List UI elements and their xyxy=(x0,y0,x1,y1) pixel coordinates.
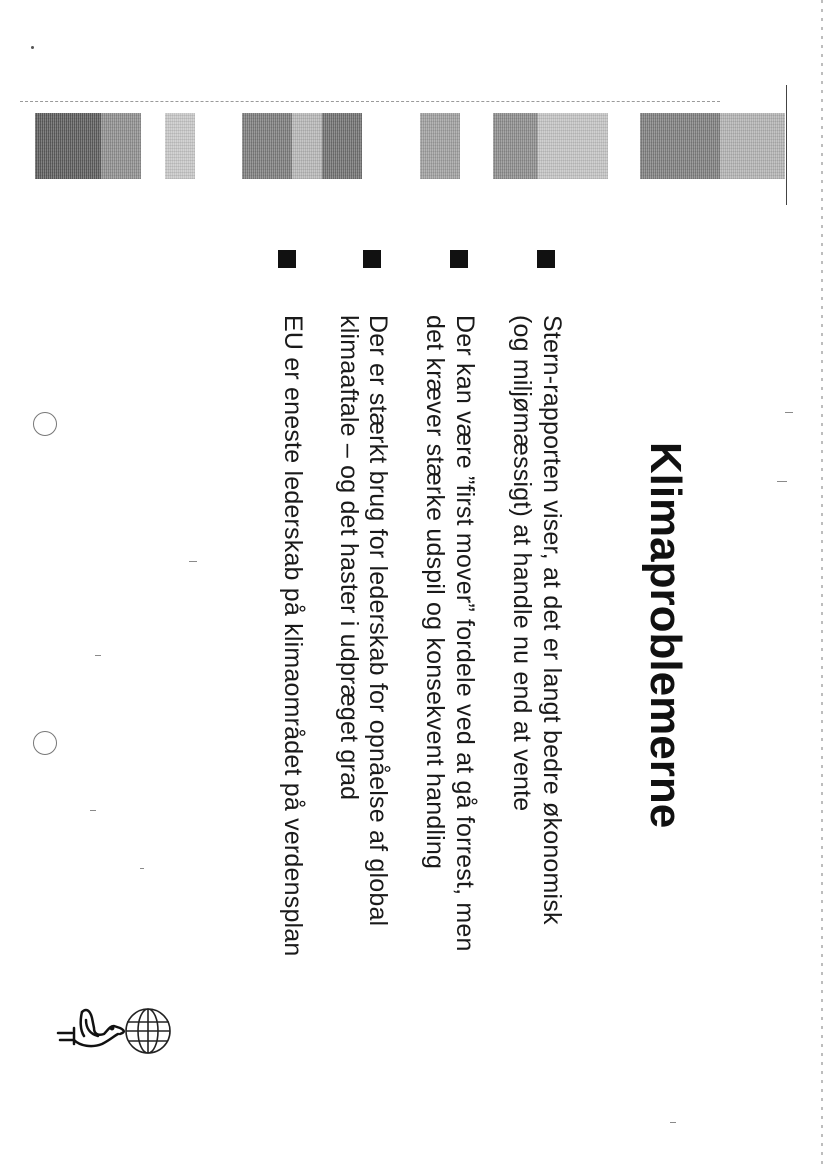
header-rule xyxy=(20,101,720,102)
bullet-1-line-2: (og miljømæssigt) at handle nu end at vente xyxy=(508,315,536,812)
punch-hole-top xyxy=(33,412,57,436)
header-grey-block xyxy=(493,113,538,179)
bullet-marker xyxy=(450,250,468,268)
bullet-2-line-1: Der kan være ”first mover” fordele ved at gå forrest, men xyxy=(451,315,479,952)
punch-hole-bottom xyxy=(33,731,57,755)
slide xyxy=(240,230,700,1060)
header-grey-block xyxy=(720,113,785,179)
bullet-2-line-2: det kræver stærke udspil og konsekvent handling xyxy=(421,315,449,870)
bullet-1-line-1: Stern-rapporten viser, at det er langt bedre økonomisk xyxy=(538,315,566,925)
scan-speck xyxy=(31,46,34,49)
header-grey-block xyxy=(292,113,322,179)
bullet-marker xyxy=(537,250,555,268)
header-grey-block xyxy=(322,113,362,179)
header-grey-block xyxy=(640,113,720,179)
scan-mark xyxy=(95,655,101,656)
header-grey-block xyxy=(101,113,141,179)
scan-mark xyxy=(785,412,793,413)
scan-mark xyxy=(140,868,144,869)
bullet-3-line-2: klimaaftale – og det haster i udpræget grad xyxy=(335,315,363,801)
bullet-marker xyxy=(278,250,296,268)
header-grey-block xyxy=(242,113,292,179)
scan-mark xyxy=(670,1122,676,1123)
bird-with-globe-icon xyxy=(50,990,180,1065)
header-grey-block xyxy=(35,113,101,179)
header-grey-block xyxy=(165,113,195,179)
header-right-edge-line xyxy=(786,85,787,205)
bullet-4-line-1: EU er eneste lederskab på klimaområdet på verdensplan xyxy=(279,315,307,957)
scan-mark xyxy=(777,481,787,482)
header-grey-block xyxy=(420,113,460,179)
page-right-edge xyxy=(821,0,823,1167)
bullet-marker xyxy=(363,250,381,268)
bullet-3-line-1: Der er stærkt brug for lederskab for opnåelse af global xyxy=(364,315,392,927)
scan-mark xyxy=(90,810,96,811)
slide-title: Klimaproblemerne xyxy=(641,441,690,829)
header-grey-block xyxy=(538,113,608,179)
scan-mark xyxy=(189,561,197,562)
